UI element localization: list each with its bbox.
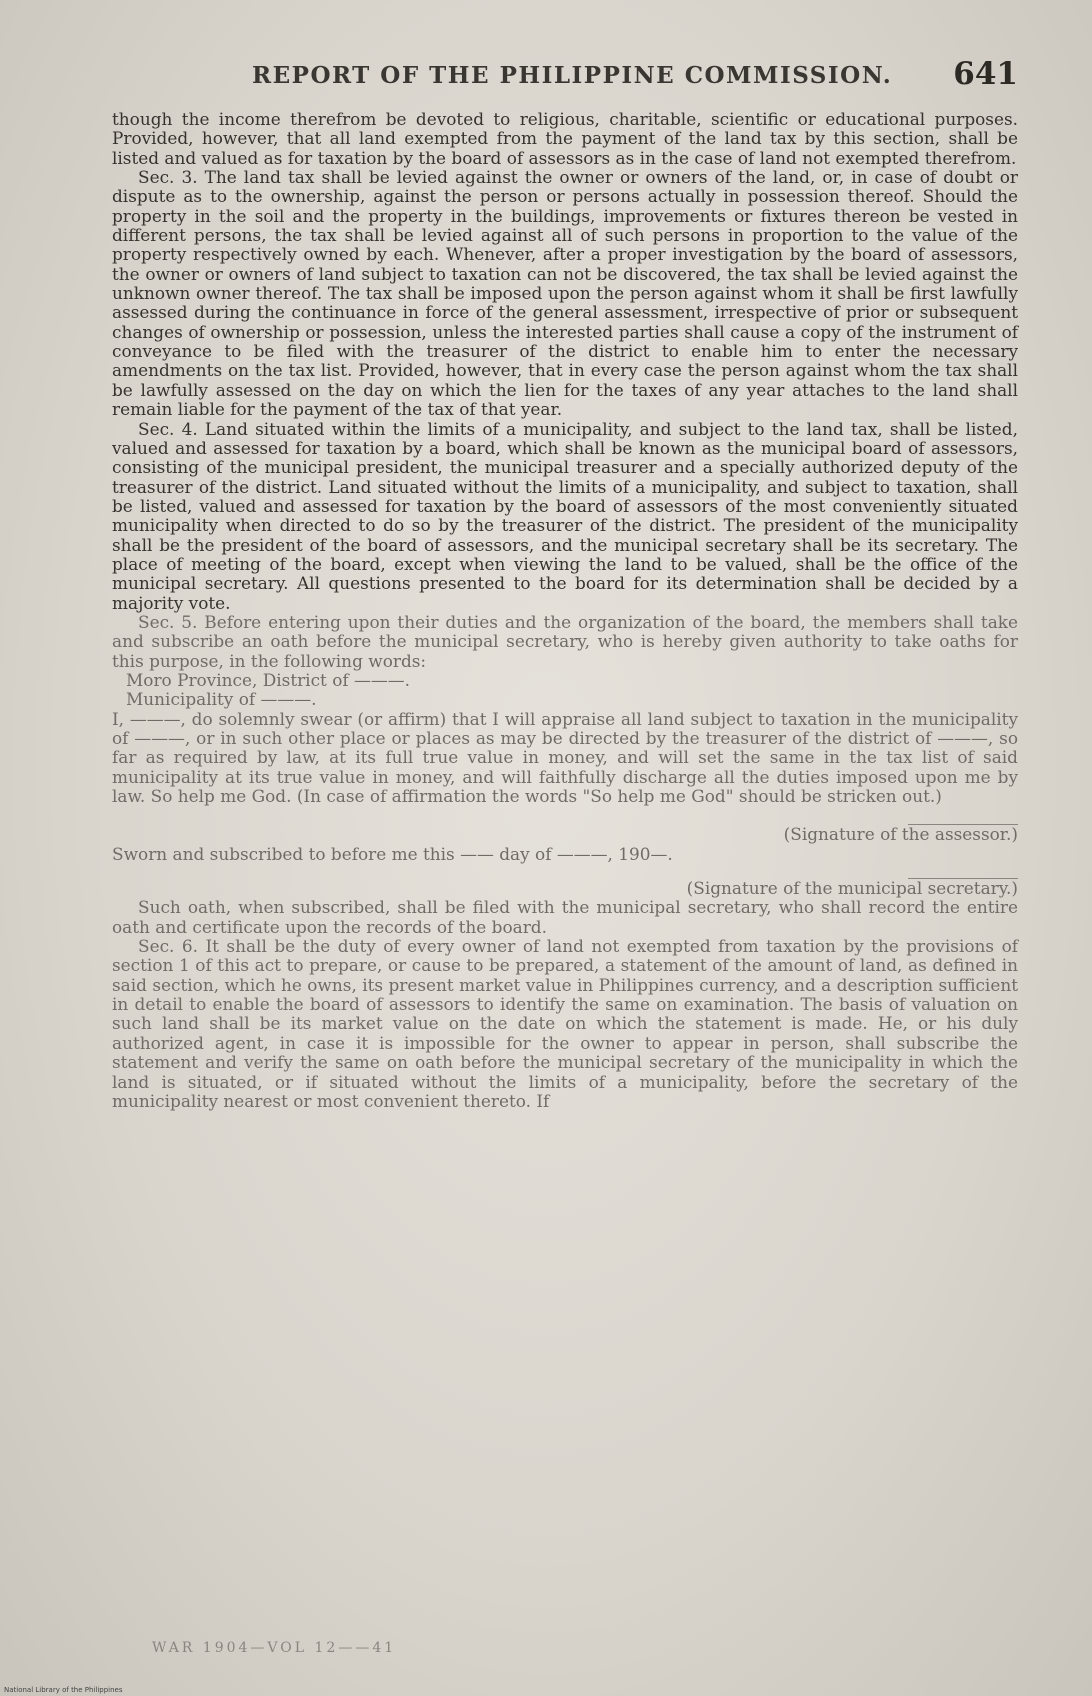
page-number: 641 xyxy=(953,56,1018,92)
sworn-line: Sworn and subscribed to before me this —— day of ———, 190—. xyxy=(112,843,673,864)
library-watermark: National Library of the Philippines xyxy=(4,1686,123,1694)
running-head: REPORT OF THE PHILIPPINE COMMISSION. xyxy=(252,62,893,89)
section-5: Sec. 5. Before entering upon their duties and the organization of the board, the members shall take and subscribe an oath before the municipal secretary, who is hereby given authority to take oaths for this purpose, in the following words: xyxy=(112,611,1018,671)
page-header xyxy=(112,56,1024,102)
section-4: Sec. 4. Land situated within the limits of a municipality, and subject to the land tax, shall be listed, valued and assessed for taxation by a board, which shall be known as the municipal board of assessors, consisting of the municipal president, the municipal treasurer and a specially authorized deputy of the treasurer of the district. Land situated without the limits of a municipality, and subject to taxation, shall be listed, valued and assessed for taxation by the board of assessors of the most conveniently situated municipality when directed to do so by the treasurer of the district. The president of the municipality shall be the president of the board of assessors, and the municipal secretary shall be its secretary. The place of meeting of the board, except when viewing the land to be valued, shall be the office of the municipal secretary. All questions presented to the board for its determination shall be decided by a majority vote. xyxy=(112,418,1018,613)
section-6: Sec. 6. It shall be the duty of every owner of land not exempted from taxation by the provisions of section 1 of this act to prepare, or cause to be prepared, a statement of the amount of land, as defined in said section, which he owns, its present market value in Philippines currency, and a description sufficient in detail to enable the board of assessors to identify the same on examination. The basis of valuation on such land shall be its market value on the date on which the statement is made. He, or his duly authorized agent, in case it is impossible for the owner to appear in person, shall subscribe the statement and verify the same on oath before the municipal secretary of the municipality in which the land is situated, or if situated without the limits of a municipality, before the secretary of the municipality nearest or most convenient thereto. If xyxy=(112,936,1018,1111)
form-province-line: Moro Province, District of ———. xyxy=(126,669,411,690)
signature-mark: WAR 1904—VOL 12——41 xyxy=(152,1640,397,1656)
after-oath-paragraph: Such oath, when subscribed, shall be filed with the municipal secretary, who shall record the entire oath and certificate upon the records of the board. xyxy=(112,897,1018,937)
section-3: Sec. 3. The land tax shall be levied against the owner or owners of the land, or, in case of doubt or dispute as to the ownership, against the person or persons actually in possession thereof. Should the property in the soil and the property in the buildings, improvements or fixtures thereon be vested in different persons, the tax shall be levied against all of such persons in proportion to the value of the property respectively owned by each. Whenever, after a proper investigation by the board of assessors, the owner or owners of land subject to taxation can not be discovered, the tax shall be levied against the unknown owner thereof. The tax shall be imposed upon the person against whom it shall be first lawfully assessed during the continuance in force of the general assessment, irrespective of prior or subsequent changes of ownership or possession, unless the interested parties shall cause a copy of the instrument of conveyance to be filed with the treasurer of the district to enable him to enter the necessary amendments on the tax list. Provided, however, that in every case the person against whom the tax shall be lawfully assessed on the day on which the lien for the taxes of any year attaches to the land shall remain liable for the payment of the tax of that year. xyxy=(112,167,1018,420)
paragraph-continuation: though the income therefrom be devoted to religious, charitable, scientific or educational purposes. Provided, however, that all land exempted from the payment of the land tax by this section, shall be listed and valued as for taxation by the board of assessors as in the case of land not exempted therefrom. xyxy=(112,109,1018,168)
secretary-signature-caption: (Signature of the municipal secretary.) xyxy=(686,878,1018,899)
oath-text: I, ———, do solemnly swear (or affirm) that I will appraise all land subject to taxation in the municipality of ———, or in such other place or places as may be directed by the treasurer of the district of ———, so far as required by law, at its full true value in money, and will set the same in the tax list of said municipality at its true value in money, and will faithfully discharge all the duties imposed upon me by law. So help me God. (In case of affirmation the words "So help me God" should be stricken out.) xyxy=(112,708,1018,807)
page-body xyxy=(112,110,1018,1111)
form-municipality-line: Municipality of ———. xyxy=(126,689,317,710)
assessor-signature-caption: (Signature of the assessor.) xyxy=(783,824,1018,845)
